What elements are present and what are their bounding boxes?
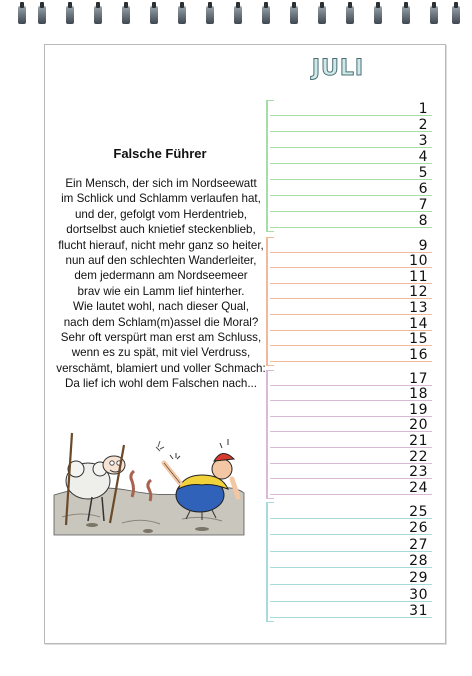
day-number: 12 [409, 284, 428, 301]
day-number: 16 [409, 346, 428, 363]
day-number: 26 [409, 520, 428, 537]
poem-title: Falsche Führer [113, 146, 207, 161]
day-row[interactable] [264, 464, 436, 480]
day-row[interactable] [264, 346, 436, 362]
poem-line: Ein Mensch, der sich im Nordseewatt [65, 177, 257, 190]
write-line [270, 617, 432, 618]
day-row[interactable] [264, 331, 436, 347]
day-row[interactable] [264, 212, 436, 228]
day-number: 19 [409, 401, 428, 418]
day-number: 22 [409, 448, 428, 465]
day-row[interactable] [264, 417, 436, 433]
day-row[interactable] [264, 253, 436, 269]
day-row[interactable] [264, 568, 436, 585]
poem-line: Da lief ich wohl dem Falschen nach... [64, 377, 258, 391]
day-number: 13 [409, 299, 428, 316]
day-row[interactable] [264, 432, 436, 448]
day-row[interactable] [264, 502, 436, 519]
day-row[interactable] [264, 519, 436, 536]
day-row[interactable] [264, 401, 436, 417]
day-row[interactable] [264, 116, 436, 132]
day-number: 30 [409, 586, 428, 603]
day-number: 21 [409, 432, 428, 449]
day-row[interactable] [264, 552, 436, 569]
binding-ring [234, 6, 242, 24]
day-number: 3 [418, 133, 428, 149]
poem-line: flucht hierauf, nicht mehr ganz so heiter, [58, 238, 264, 252]
day-row[interactable] [264, 237, 436, 253]
month-title: JULI [311, 56, 365, 81]
day-row[interactable] [264, 602, 436, 619]
day-row[interactable] [264, 284, 436, 300]
binding-ring [122, 6, 130, 24]
poem-line: nach dem Schlam(m)assel die Moral? [63, 315, 259, 329]
binding-ring [262, 6, 270, 24]
binding-ring [38, 6, 46, 24]
day-row[interactable] [264, 180, 436, 196]
day-number: 8 [418, 213, 428, 229]
binding-ring [452, 6, 460, 24]
poem-line: im Schlick und Schlamm verlaufen hat, [61, 192, 261, 206]
day-row[interactable] [264, 132, 436, 148]
day-row[interactable] [264, 164, 436, 180]
binding-ring [206, 6, 214, 24]
day-row[interactable] [264, 196, 436, 212]
day-number: 15 [409, 331, 428, 348]
day-number: 17 [409, 370, 428, 387]
day-row[interactable] [264, 585, 436, 602]
day-row[interactable] [264, 268, 436, 284]
poem-line: Wie lautet wohl, nach dieser Qual, [73, 300, 249, 314]
binding-ring [150, 6, 158, 24]
day-row[interactable] [264, 370, 436, 386]
day-number: 23 [409, 464, 428, 481]
day-row[interactable] [264, 100, 436, 116]
binding-ring [374, 6, 382, 24]
day-number: 20 [409, 417, 428, 434]
day-number: 28 [409, 553, 428, 570]
day-number: 29 [409, 569, 428, 586]
binding-ring [94, 6, 102, 24]
day-row[interactable] [264, 386, 436, 402]
day-number: 18 [409, 386, 428, 403]
poem-text [50, 176, 272, 392]
day-number: 4 [418, 149, 428, 165]
day-row[interactable] [264, 535, 436, 552]
binding-ring [430, 6, 438, 24]
day-number: 5 [418, 165, 428, 181]
binding-ring [178, 6, 186, 24]
day-number: 27 [409, 536, 428, 553]
poem-line: dortselbst auch knietief steckenblieb, [66, 223, 256, 237]
day-row[interactable] [264, 148, 436, 164]
day-number: 2 [418, 117, 428, 133]
write-line [270, 361, 432, 362]
binding-ring [290, 6, 298, 24]
day-row[interactable] [264, 299, 436, 315]
write-line [270, 227, 432, 228]
binding-ring [18, 6, 26, 24]
day-number: 1 [418, 101, 428, 117]
poem-line: dem jedermann am Nordseemeer [74, 269, 248, 283]
day-row[interactable] [264, 479, 436, 495]
day-number: 24 [409, 479, 428, 496]
day-number: 31 [409, 603, 428, 620]
poem-line: und der, gefolgt vom Herdentrieb, [74, 207, 248, 221]
poem-line: Sehr oft verspürt man erst am Schluss, [60, 331, 262, 345]
poem-line: nun auf den schlechten Wanderleiter, [65, 254, 257, 268]
day-row[interactable] [264, 315, 436, 331]
poem-line: wenn es zu spät, mit viel Verdruss, [71, 346, 251, 360]
poem-line: verschämt, blamiert und voller Schmach: [56, 361, 266, 375]
binding-ring [402, 6, 410, 24]
poem-line: brav wie ein Lamm lief hinterher. [77, 284, 245, 298]
day-number: 25 [409, 503, 428, 520]
day-number: 10 [409, 253, 428, 270]
day-number: 9 [418, 237, 428, 254]
day-number: 6 [418, 181, 428, 197]
spiral-binding [0, 0, 472, 26]
write-line [270, 494, 432, 495]
day-number: 11 [409, 268, 428, 285]
binding-ring [318, 6, 326, 24]
day-number: 7 [418, 197, 428, 213]
binding-ring [66, 6, 74, 24]
day-row[interactable] [264, 448, 436, 464]
mudflat-cartoon-illustration [52, 425, 246, 539]
binding-ring [346, 6, 354, 24]
day-number: 14 [409, 315, 428, 332]
